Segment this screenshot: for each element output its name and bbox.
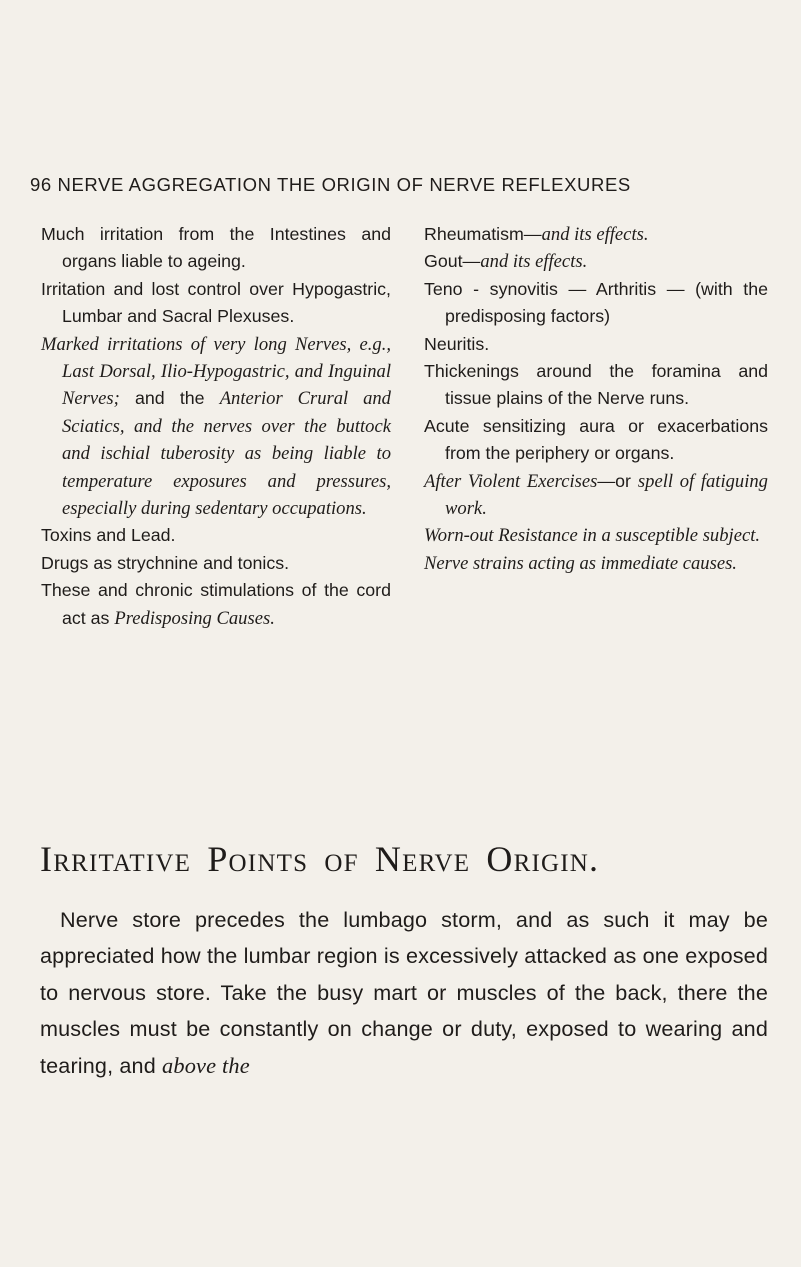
list-item bbox=[424, 358, 768, 413]
entry-italic: Predisposing Causes. bbox=[114, 607, 275, 629]
entry-italic: After Violent Exercises bbox=[424, 470, 598, 492]
paragraph-text: Nerve store precedes the lumbago storm, and as such it may be appreciated how the lumbar region is excessively attacked as one exposed to nervous store. Take the busy mart or muscles of the back, there the muscles must be constantly on change or duty, exposed to wearing and tearing, and bbox=[40, 907, 768, 1078]
list-item bbox=[424, 248, 768, 275]
entry-italic: Marked irritations of very long Nerves, e.g., Last Dorsal, Ilio-Hypogastric, and Inguinal Nerves; bbox=[41, 333, 391, 410]
entry-text: Thickenings around the foramina and tissue plains of the Nerve runs. bbox=[424, 361, 768, 409]
list-item bbox=[424, 522, 768, 549]
list-item bbox=[41, 276, 391, 331]
entry-italic: Worn-out Resistance in a susceptible subject. bbox=[424, 525, 761, 547]
entry-italic: and its effects. bbox=[480, 251, 588, 273]
list-item bbox=[41, 522, 391, 549]
list-item bbox=[41, 331, 391, 523]
entry-text: Toxins and Lead. bbox=[41, 525, 176, 546]
paragraph-italic: above the bbox=[162, 1052, 250, 1078]
entry-text: Teno - synovitis — Arthritis — (with the predisposing factors) bbox=[424, 278, 768, 327]
entry-text: Gout— bbox=[424, 251, 481, 272]
right-column bbox=[424, 221, 768, 577]
section-heading: Irritative Points of Nerve Origin. bbox=[40, 839, 600, 879]
list-item bbox=[424, 276, 768, 331]
entry-text: and the bbox=[119, 388, 220, 409]
entry-italic: spell of fatiguing work. bbox=[445, 470, 768, 520]
entry-text: Rheumatism— bbox=[424, 224, 542, 244]
left-column bbox=[41, 221, 391, 632]
entry-text: Acute sensitizing aura or exacerbations from the periphery or organs. bbox=[424, 415, 768, 464]
entry-text: These and chronic stimulations of the cord act as bbox=[41, 580, 391, 628]
entry-text: Drugs as strychnine and tonics. bbox=[41, 552, 290, 573]
entry-text: Much irritation from the Intestines and organs liable to ageing. bbox=[41, 224, 391, 272]
entry-italic: Anterior Crural and Sciatics, and the nerves over the buttock and ischial tuberosity as being liable to temperature exposures and pressures, especially during sedentary occupations. bbox=[62, 388, 391, 520]
body-paragraph bbox=[40, 902, 768, 1084]
entry-italic: and its effects. bbox=[541, 224, 649, 245]
page-number: 96 bbox=[30, 174, 52, 195]
list-item bbox=[424, 468, 768, 523]
list-item bbox=[424, 413, 768, 468]
list-item bbox=[41, 577, 391, 632]
running-head bbox=[30, 174, 771, 196]
entry-text: Irritation and lost control over Hypogastric, Lumbar and Sacral Plexuses. bbox=[41, 278, 391, 327]
list-item bbox=[424, 331, 768, 358]
entry-italic: Nerve strains acting as immediate causes. bbox=[424, 552, 737, 574]
entry-text: —or bbox=[597, 470, 638, 491]
list-item bbox=[424, 550, 768, 577]
list-item bbox=[41, 550, 391, 577]
list-item bbox=[424, 221, 768, 248]
list-item bbox=[41, 221, 391, 276]
entry-text: Neuritis. bbox=[424, 333, 490, 354]
running-title: NERVE AGGREGATION THE ORIGIN OF NERVE REFLEXURES bbox=[57, 174, 631, 195]
